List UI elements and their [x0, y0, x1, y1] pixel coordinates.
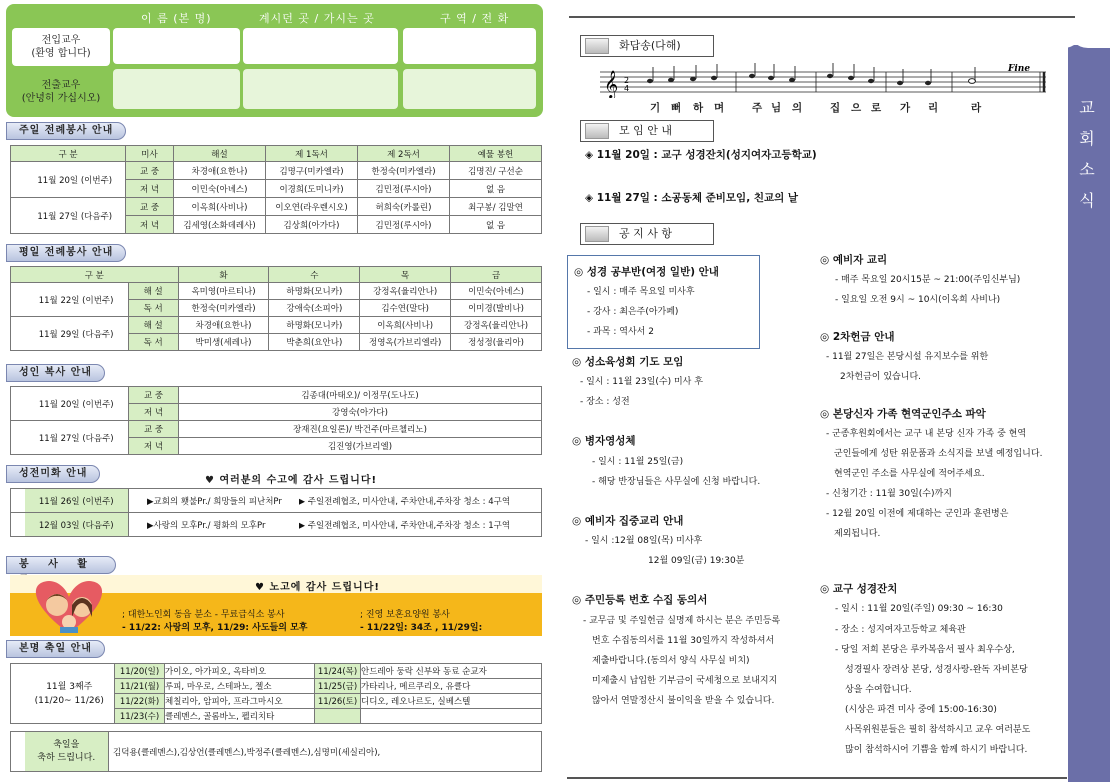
table-cell: 차경애(요한나): [174, 162, 266, 180]
feast-week: 11월 3째주 (11/20~ 11/26): [25, 664, 115, 724]
table-cell: 루피, 마우로, 스테파노, 젤소: [165, 679, 315, 694]
prep-title: ◎ 예비자 교리: [820, 254, 888, 266]
beautify-table: [10, 488, 542, 537]
table-header: 금: [451, 267, 542, 283]
table-cell: 11월 22일 (이번주): [24, 283, 128, 317]
svg-text:2: 2: [624, 76, 630, 85]
resident-line: - 교무금 및 주일헌금 실명제 하시는 분은 주민등록: [583, 616, 781, 626]
table-cell: 최구봉/ 김말연: [450, 198, 542, 216]
sick-title: ◎ 성소육성회 기도 모임: [572, 356, 684, 368]
table-cell: 11/22(화): [115, 694, 165, 709]
fest-line: 상을 수여합니다.: [845, 685, 912, 695]
table-cell: 이경희(도미니카): [266, 180, 358, 198]
service-line-4: - 11/22일: 34조 , 11/29일:: [360, 623, 483, 633]
table-cell: 11월 29일 (다음주): [24, 317, 128, 351]
table-cell: 교 중: [129, 387, 179, 404]
table-cell: 11월 27일 (다음주): [25, 198, 126, 234]
table-cell: 11월 20일 (이번주): [25, 162, 126, 198]
adult-table: [10, 386, 542, 455]
table-cell: 저 녁: [129, 438, 179, 455]
table-cell: 하명화(모니카): [269, 283, 360, 300]
hymn-title: 화답송(다해): [580, 35, 714, 57]
table-cell: 독 서: [128, 334, 178, 351]
table-cell: 김민정(루시아): [358, 216, 450, 234]
table-cell: 정성정(율리아): [451, 334, 542, 351]
service-line-2: - 11/22: 사랑의 모후, 11/29: 사도들의 모후: [122, 623, 308, 633]
transfer-out-place: [243, 69, 398, 109]
table-cell: 이민숙(아녜스): [174, 180, 266, 198]
prep-line: - 매주 목요일 20시15분 ~ 21:00(주임신부님): [835, 275, 1021, 285]
service-title: 봉 사 활: [6, 556, 116, 574]
transfer-out-area: [403, 69, 536, 109]
table-cell: 장재진(요일론)/ 박건주(마르첼리노): [179, 421, 542, 438]
fest-line: - 당일 저희 본당은 루카복음서 필사 최우수상,: [835, 645, 1015, 655]
transfer-in-label: 전입교우 (환영 합니다): [31, 35, 91, 59]
person-icon: [585, 123, 609, 139]
transfer-out-name: [113, 69, 240, 109]
resident-title: ◎ 주민등록 번호 수집 동의서: [572, 594, 708, 606]
beautify-title: 성전미화 안내: [6, 465, 100, 483]
transfer-in-area: [403, 28, 536, 64]
bible-line: - 강사 : 최은주(아가페): [587, 307, 679, 317]
table-cell: 11/21(월): [115, 679, 165, 694]
bible-line: - 일시 : 매주 목요일 미사후: [587, 287, 695, 297]
transfer-header-name: 이 름 (본 명): [141, 12, 212, 25]
fest-line: - 장소 : 성지여자고등학교 체육관: [835, 625, 966, 635]
table-header: 제 2독서: [358, 146, 450, 162]
cate-line: - 일시 :12월 08일(목) 미사후: [585, 536, 703, 546]
anoint-title: ◎ 병자영성체: [572, 435, 636, 447]
table-cell: 저 녁: [129, 404, 179, 421]
second-title: ◎ 2차헌금 안내: [820, 331, 895, 343]
table-cell: 해 설: [128, 317, 178, 334]
sunday-title: 주일 전례봉사 안내: [6, 122, 126, 140]
table-cell: 강영숙(아가다): [179, 404, 542, 421]
service-line-3: ; 진영 보혼요양원 봉사: [360, 610, 450, 620]
transfer-header-area: 구 역 / 전 화: [440, 12, 510, 25]
beautify-thanks: ♥ 여러분의 수고에 감사 드립니다!: [205, 475, 378, 486]
table-cell: 해 설: [128, 283, 178, 300]
table-cell: 김명진/ 구선순: [450, 162, 542, 180]
service-line-1: ; 대한노인회 동읍 분소 - 무료급식소 봉사: [122, 610, 285, 620]
resident-line: 미제출시 납입한 기부금이 국세청으로 보내지지: [592, 676, 778, 686]
sick-line: - 장소 : 성전: [580, 397, 630, 407]
table-header: 제 1독서: [266, 146, 358, 162]
table-cell: 김진영(가브리엘): [179, 438, 542, 455]
table-cell: 가타리나, 메르쿠리오, 유클다: [361, 679, 542, 694]
table-header: 구 분: [11, 146, 126, 162]
table-cell: 없 음: [450, 216, 542, 234]
soldier-line: - 12월 20일 이전에 제대하는 군인과 훈련병은: [826, 509, 1009, 519]
table-cell: 이옥희(사비나): [174, 198, 266, 216]
right-top-line: [569, 16, 1075, 18]
table-cell: 이옥희(사비나): [360, 317, 451, 334]
table-cell: 이오연(라우렌시오): [266, 198, 358, 216]
table-cell: 교 중: [129, 421, 179, 438]
table-cell: 박미생(세레나): [178, 334, 269, 351]
music-staff: [596, 62, 1050, 98]
feast-congrats-names: 김덕용(클레멘스),김상언(클레멘스),박정주(클레멘스),심명미(세실리아),: [109, 732, 542, 772]
weekday-title: 평일 전례봉사 안내: [6, 244, 126, 262]
table-cell: 박춘희(요안나): [269, 334, 360, 351]
table-cell: 11/23(수): [115, 709, 165, 724]
soldier-line: 제외됩니다.: [834, 529, 881, 539]
table-cell: 옥미영(마르티나): [178, 283, 269, 300]
prep-line: - 일요일 오전 9시 ~ 10시(이옥희 사비나): [835, 295, 1001, 305]
table-cell: 김세영(소화데레사): [174, 216, 266, 234]
meeting-title: 모 임 안 내: [580, 120, 714, 142]
fest-line: 성경필사 장려상 본당, 성경사랑-완독 자비본당: [845, 665, 1028, 675]
resident-line: 않아서 연말정산시 불이익을 받을 수 있습니다.: [592, 696, 775, 706]
table-header: 구 분: [11, 267, 179, 283]
soldier-title: ◎ 본당신자 가족 현역군인주소 파악: [820, 408, 986, 420]
bible-title: ◎ 성경 공부반(여정 일반) 안내: [574, 266, 719, 278]
person-icon: [585, 226, 609, 242]
table-header: 해설: [174, 146, 266, 162]
sick-line: - 일시 : 11월 23일(수) 미사 후: [580, 377, 703, 387]
table-cell: 한정숙(미카엘라): [358, 162, 450, 180]
table-cell: 김민정(루시아): [358, 180, 450, 198]
table-cell: 강정옥(율리안나): [451, 317, 542, 334]
transfer-in-place: [243, 28, 398, 64]
table-cell: 교 중: [126, 162, 174, 180]
table-cell: 하명화(모니카): [269, 317, 360, 334]
transfer-out-label: 전출교우 (안녕히 가십시오): [21, 80, 101, 104]
right-bottom-line: [567, 777, 1067, 779]
table-cell: ▶사랑의 모후Pr./ 평화의 모후Pr: [129, 513, 299, 537]
resident-line: 번호 수집동의서를 11월 30일까지 작성하셔서: [592, 636, 775, 646]
cate-title: ◎ 예비자 집중교리 안내: [572, 515, 684, 527]
table-cell: 11/20(일): [115, 664, 165, 679]
table-cell: 김수연(말다): [360, 300, 451, 317]
table-cell: 허희숙(카롤린): [358, 198, 450, 216]
transfer-panel: [6, 4, 543, 117]
table-cell: ▶ 주일전례협조, 미사안내, 주차안내,주차장 청소 : 1구역: [299, 513, 542, 537]
table-cell: 가이오, 아가피오, 옥타비오: [165, 664, 315, 679]
anoint-line: - 해당 반장님들은 사무실에 신청 바랍니다.: [592, 477, 761, 487]
table-cell: 디디오, 레오나르도, 실베스텔: [361, 694, 542, 709]
second-line: 2차헌금이 있습니다.: [840, 372, 922, 382]
table-cell: 김상희(아가다): [266, 216, 358, 234]
feast-title: 본명 축일 안내: [6, 640, 105, 658]
table-cell: 김종대(마태오)/ 이정무(도나도): [179, 387, 542, 404]
feast-congrats-table: [10, 731, 542, 772]
family-illustration-icon: [22, 577, 117, 635]
table-cell: 교 중: [126, 198, 174, 216]
fest-title: ◎ 교구 성경잔치: [820, 583, 898, 595]
bible-line: - 과목 : 역사서 2: [587, 327, 654, 337]
person-icon: [585, 38, 609, 54]
notice-title: 공 지 사 항: [580, 223, 714, 245]
table-cell: ▶ 주일전례협조, 미사안내, 주차안내,주차장 청소 : 4구역: [299, 489, 542, 513]
soldier-line: 현역군인 주소를 사무실에 적어주세요.: [834, 469, 985, 479]
svg-text:4: 4: [624, 84, 630, 93]
table-cell: 체칠리아, 암피아, 프라그마시오: [165, 694, 315, 709]
cate-line: 12월 09일(금) 19:30분: [648, 556, 745, 566]
table-header: 미사: [126, 146, 174, 162]
table-header: 목: [360, 267, 451, 283]
resident-line: 제출바랍니다.(동의서 양식 사무실 비치): [592, 656, 750, 666]
table-cell: 11/25(금): [315, 679, 361, 694]
table-cell: 한정숙(미카엘라): [178, 300, 269, 317]
table-cell: 저 녁: [126, 180, 174, 198]
weekday-table: [10, 266, 542, 351]
fine-mark: Fine: [1008, 64, 1031, 74]
table-cell: ▶교회의 횃불Pr./ 희망들의 피난처Pr: [129, 489, 299, 513]
second-line: - 11월 27일은 본당시설 유지보수를 위한: [826, 352, 989, 362]
table-cell: 안드레아 둥락 신부와 동료 순교자: [361, 664, 542, 679]
table-cell: 차경애(요한나): [178, 317, 269, 334]
feast-table: [10, 663, 542, 724]
feast-congrats-label: 축일을 축하 드립니다.: [25, 732, 109, 772]
table-header: 수: [269, 267, 360, 283]
soldier-line: - 군종후원회에서는 교구 내 본당 신자 가족 중 현역: [826, 429, 1027, 439]
side-title: 교 회 소 식: [1079, 98, 1095, 210]
adult-title: 성인 복사 안내: [6, 364, 105, 382]
table-cell: 이미경(발비나): [451, 300, 542, 317]
fest-line: 사목위원분들은 필히 참석하시고 교우 여러분도: [845, 725, 1031, 735]
table-cell: 강정옥(율리안나): [360, 283, 451, 300]
sunday-table: [10, 145, 542, 234]
table-cell: 11월 27일 (다음주): [25, 421, 129, 455]
table-cell: 클레멘스, 골롬바노, 펠리치타: [165, 709, 315, 724]
transfer-in-name: [113, 28, 240, 64]
soldier-line: - 신청기간 : 11월 30일(수)까지: [826, 489, 952, 499]
table-cell: 11월 20일 (이번주): [25, 387, 129, 421]
table-cell: 11월 26일 (이번주): [25, 489, 129, 513]
transfer-header-place: 계시던 곳 / 가시는 곳: [259, 12, 375, 25]
service-thanks: ♥ 노고에 감사 드립니다!: [255, 582, 380, 593]
table-cell: 김명구(미카엘라): [266, 162, 358, 180]
meeting-item: ◈ 11월 27일 : 소공동체 준비모임, 친교의 날: [585, 192, 799, 204]
table-cell: 12월 03일 (다음주): [25, 513, 129, 537]
fest-line: (시상은 파견 미사 중에 15:00-16:30): [845, 705, 997, 715]
fest-line: - 일시 : 11월 20일(주일) 09:30 ~ 16:30: [835, 604, 1003, 614]
table-header: 화: [178, 267, 269, 283]
table-cell: 강애숙(소피아): [269, 300, 360, 317]
soldier-line: 군인들에게 성탄 위문품과 소식지를 보낼 예정입니다.: [834, 449, 1043, 459]
service-panel: [10, 575, 542, 636]
anoint-line: - 일시 : 11월 25일(금): [592, 457, 684, 467]
table-cell: 11/24(목): [315, 664, 361, 679]
table-cell: 독 서: [128, 300, 178, 317]
table-header: 예물 봉헌: [450, 146, 542, 162]
table-cell: 없 음: [450, 180, 542, 198]
table-cell: 이민숙(아녜스): [451, 283, 542, 300]
meeting-item: ◈ 11월 20일 : 교구 성경잔치(성지여자고등학교): [585, 149, 817, 161]
table-cell: 정영옥(가브리엘라): [360, 334, 451, 351]
fest-line: 많이 참석하시어 기쁨을 함께 하시기 바랍니다.: [845, 745, 1028, 755]
svg-text:𝄞: 𝄞: [604, 70, 619, 98]
table-cell: 저 녁: [126, 216, 174, 234]
table-cell: 11/26(토): [315, 694, 361, 709]
